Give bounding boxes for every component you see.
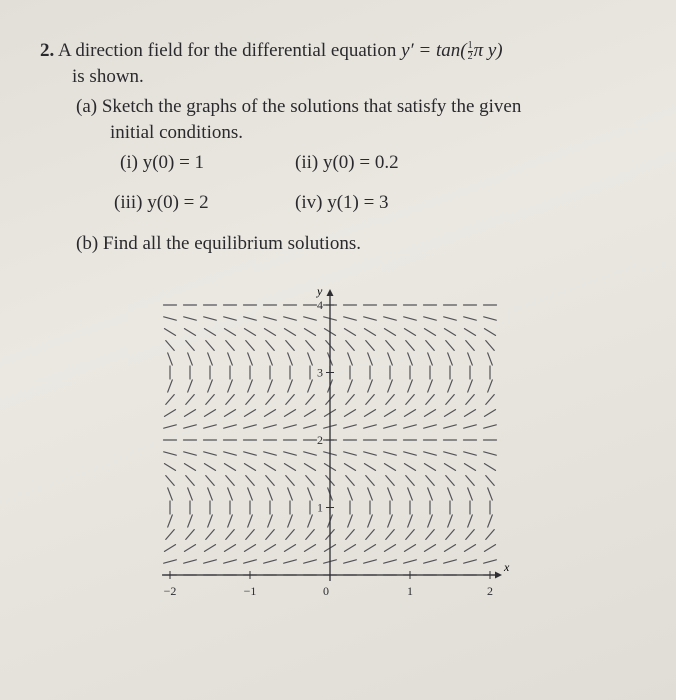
slope-segment <box>424 317 437 320</box>
x-axis-label: x <box>504 560 510 574</box>
slope-segment <box>205 545 216 552</box>
slope-segment <box>405 545 416 552</box>
problem-statement-line1 <box>40 38 503 64</box>
slope-segment <box>305 329 316 336</box>
slope-segment <box>204 452 217 455</box>
slope-segment <box>468 380 473 392</box>
slope-segment <box>466 530 474 540</box>
slope-segment <box>346 395 354 405</box>
slope-segment <box>286 341 294 351</box>
condition-label: (ii) <box>295 152 319 173</box>
slope-segment <box>184 425 197 428</box>
slope-segment <box>224 452 237 455</box>
slope-segment <box>466 341 474 351</box>
slope-segment <box>204 560 217 563</box>
condition-i <box>120 150 204 176</box>
slope-segment <box>345 545 356 552</box>
slope-segment <box>364 425 377 428</box>
part-a-text-line2: initial conditions. <box>110 122 243 143</box>
slope-segment <box>168 488 173 500</box>
direction-field-plot <box>150 285 510 615</box>
slope-segment <box>165 545 176 552</box>
slope-segment <box>366 395 374 405</box>
slope-segment <box>444 452 457 455</box>
fraction-denominator: 2 <box>467 51 473 63</box>
slope-segment <box>486 530 494 540</box>
slope-segment <box>266 341 274 351</box>
slope-segment <box>485 329 496 336</box>
slope-segment <box>228 488 233 500</box>
fraction-numerator: 1 <box>467 40 473 52</box>
slope-segment <box>308 353 313 365</box>
x-tick-label: −1 <box>243 584 257 598</box>
condition-text: y(1) = 3 <box>327 192 389 213</box>
slope-segment <box>388 515 393 527</box>
slope-segment <box>188 515 193 527</box>
slope-segment <box>486 395 494 405</box>
equation-rhs: π y) <box>473 40 503 61</box>
slope-segment <box>426 341 434 351</box>
slope-segment <box>284 317 297 320</box>
slope-segment <box>424 425 437 428</box>
y-tick-label: 2 <box>317 433 323 447</box>
slope-segment <box>224 425 237 428</box>
condition-label: (i) <box>120 152 138 173</box>
slope-segment <box>364 452 377 455</box>
slope-segment <box>305 464 316 471</box>
slope-segment <box>444 560 457 563</box>
slope-segment <box>484 425 497 428</box>
slope-segment <box>228 515 233 527</box>
slope-segment <box>286 476 294 486</box>
x-tick-label: 1 <box>407 584 413 598</box>
x-tick-label: −2 <box>163 584 177 598</box>
slope-segment <box>488 380 493 392</box>
x-tick-label: 0 <box>323 584 329 598</box>
slope-segment <box>464 452 477 455</box>
slope-segment <box>164 425 177 428</box>
slope-segment <box>306 341 314 351</box>
slope-segment <box>166 395 174 405</box>
x-axis-arrow <box>495 572 502 579</box>
slope-segment <box>225 545 236 552</box>
slope-segment <box>185 545 196 552</box>
problem-intro: A direction field for the differential equation <box>57 40 397 61</box>
slope-segment <box>408 488 413 500</box>
slope-segment <box>468 515 473 527</box>
slope-segment <box>365 545 376 552</box>
slope-segment <box>284 452 297 455</box>
slope-segment <box>444 425 457 428</box>
slope-segment <box>265 410 276 417</box>
problem-number: 2. <box>40 40 55 61</box>
slope-segment <box>228 353 233 365</box>
slope-segment <box>408 353 413 365</box>
slope-segment <box>286 530 294 540</box>
slope-segment <box>165 329 176 336</box>
slope-segment <box>345 410 356 417</box>
slope-segment <box>424 560 437 563</box>
slope-segment <box>268 353 273 365</box>
slope-segment <box>206 476 214 486</box>
slope-segment <box>265 464 276 471</box>
slope-segment <box>384 425 397 428</box>
slope-segment <box>488 515 493 527</box>
slope-segment <box>268 380 273 392</box>
part-a <box>76 94 521 120</box>
slope-segment <box>365 329 376 336</box>
slope-segment <box>165 410 176 417</box>
y-tick-label: 4 <box>317 298 323 312</box>
slope-segment <box>188 380 193 392</box>
slope-segment <box>248 488 253 500</box>
slope-segment <box>406 476 414 486</box>
slope-segment <box>385 410 396 417</box>
slope-segment <box>188 488 193 500</box>
slope-segment <box>425 410 436 417</box>
slope-segment <box>304 452 317 455</box>
x-tick-label: 2 <box>487 584 493 598</box>
slope-segment <box>168 380 173 392</box>
slope-segment <box>446 530 454 540</box>
slope-segment <box>245 410 256 417</box>
slope-segment <box>364 317 377 320</box>
slope-segment <box>244 560 257 563</box>
slope-segment <box>344 317 357 320</box>
slope-segment <box>425 545 436 552</box>
equation-fraction <box>468 41 473 62</box>
slope-segment <box>346 341 354 351</box>
slope-segment <box>448 380 453 392</box>
slope-segment <box>426 476 434 486</box>
slope-segment <box>406 341 414 351</box>
slope-segment <box>248 353 253 365</box>
slope-segment <box>284 425 297 428</box>
slope-segment <box>445 329 456 336</box>
slope-segment <box>185 464 196 471</box>
condition-ii <box>295 150 399 176</box>
slope-segment <box>285 545 296 552</box>
slope-segment <box>204 317 217 320</box>
slope-segment <box>248 515 253 527</box>
equation-lhs: y′ = tan( <box>401 40 467 61</box>
slope-segment <box>346 530 354 540</box>
slope-segment <box>226 476 234 486</box>
slope-segment <box>386 476 394 486</box>
slope-segment <box>405 410 416 417</box>
slope-segment <box>225 329 236 336</box>
slope-segment <box>265 545 276 552</box>
slope-segment <box>264 425 277 428</box>
slope-segment <box>246 476 254 486</box>
y-axis-label: y <box>317 285 323 298</box>
slope-segment <box>348 515 353 527</box>
slope-segment <box>306 530 314 540</box>
slope-segment <box>205 410 216 417</box>
slope-segment <box>344 452 357 455</box>
slope-segment <box>488 488 493 500</box>
slope-segment <box>285 329 296 336</box>
slope-segment <box>264 317 277 320</box>
slope-segment <box>486 476 494 486</box>
slope-segment <box>446 341 454 351</box>
slope-segment <box>306 395 314 405</box>
slope-segment <box>186 395 194 405</box>
slope-segment <box>248 380 253 392</box>
slope-segment <box>246 530 254 540</box>
slope-segment <box>166 341 174 351</box>
slope-segment <box>308 380 313 392</box>
part-b <box>76 231 361 257</box>
slope-segment <box>385 329 396 336</box>
slope-segment <box>288 515 293 527</box>
y-tick-label: 3 <box>317 365 323 380</box>
slope-segment <box>384 317 397 320</box>
slope-segment <box>186 476 194 486</box>
slope-segment <box>206 530 214 540</box>
slope-segment <box>446 395 454 405</box>
slope-segment <box>368 380 373 392</box>
slope-segment <box>268 488 273 500</box>
slope-segment <box>408 380 413 392</box>
slope-segment <box>448 515 453 527</box>
slope-segment <box>306 476 314 486</box>
slope-segment <box>428 380 433 392</box>
slope-segment <box>348 488 353 500</box>
slope-segment <box>268 515 273 527</box>
slope-segment <box>405 464 416 471</box>
slope-segment <box>304 317 317 320</box>
slope-segment <box>484 317 497 320</box>
slope-segment <box>348 380 353 392</box>
slope-segment <box>428 515 433 527</box>
slope-segment <box>345 329 356 336</box>
slope-segment <box>164 452 177 455</box>
slope-segment <box>448 353 453 365</box>
slope-segment <box>266 395 274 405</box>
slope-segment <box>226 530 234 540</box>
slope-segment <box>304 560 317 563</box>
slope-segment <box>244 317 257 320</box>
slope-segment <box>206 395 214 405</box>
slope-segment <box>205 464 216 471</box>
slope-segment <box>468 488 473 500</box>
slope-segment <box>368 515 373 527</box>
slope-segment <box>245 545 256 552</box>
slope-segment <box>264 560 277 563</box>
slope-segment <box>465 545 476 552</box>
slope-segment <box>445 410 456 417</box>
slope-segment <box>445 545 456 552</box>
slope-segment <box>386 395 394 405</box>
equation <box>401 40 503 61</box>
slope-segment <box>304 425 317 428</box>
slope-segment <box>244 452 257 455</box>
slope-segment <box>164 560 177 563</box>
slope-segment <box>428 353 433 365</box>
slope-segment <box>388 488 393 500</box>
slope-segment <box>308 515 313 527</box>
slope-segment <box>204 425 217 428</box>
slope-segment <box>284 560 297 563</box>
slope-segment <box>164 317 177 320</box>
slope-segment <box>266 476 274 486</box>
slope-segment <box>205 329 216 336</box>
slope-segment <box>285 464 296 471</box>
slope-segment <box>404 317 417 320</box>
slope-segment <box>228 380 233 392</box>
slope-segment <box>244 425 257 428</box>
slope-segment <box>286 395 294 405</box>
slope-segment <box>465 329 476 336</box>
slope-segment <box>464 560 477 563</box>
slope-segment <box>288 488 293 500</box>
slope-segment <box>208 515 213 527</box>
slope-segment <box>305 545 316 552</box>
slope-segment <box>208 380 213 392</box>
slope-segment <box>344 425 357 428</box>
slope-segment <box>446 476 454 486</box>
slope-segment <box>406 395 414 405</box>
slope-segment <box>486 341 494 351</box>
slope-segment <box>426 395 434 405</box>
slope-segment <box>186 530 194 540</box>
problem-statement-line2: is shown. <box>72 66 144 87</box>
slope-segment <box>245 329 256 336</box>
slope-segment <box>208 488 213 500</box>
part-b-text: Find all the equilibrium solutions. <box>102 233 361 254</box>
slope-segment <box>464 425 477 428</box>
slope-segment <box>185 329 196 336</box>
slope-segment <box>364 560 377 563</box>
slope-segment <box>485 464 496 471</box>
slope-segment <box>384 452 397 455</box>
slope-segment <box>224 317 237 320</box>
y-tick-label: 1 <box>317 500 323 515</box>
slope-segment <box>426 530 434 540</box>
slope-segment <box>385 545 396 552</box>
y-axis-arrow <box>327 289 334 296</box>
slope-segment <box>464 317 477 320</box>
slope-segment <box>184 452 197 455</box>
slope-segment <box>468 353 473 365</box>
slope-segment <box>444 317 457 320</box>
slope-segment <box>485 410 496 417</box>
slope-segment <box>385 464 396 471</box>
slope-segment <box>386 530 394 540</box>
slope-segment <box>166 530 174 540</box>
slope-segment <box>388 380 393 392</box>
slope-segment <box>246 395 254 405</box>
slope-segment <box>225 464 236 471</box>
slope-segment <box>168 515 173 527</box>
condition-iii <box>114 190 209 216</box>
slope-segment <box>386 341 394 351</box>
slope-segment <box>404 560 417 563</box>
slope-segment <box>305 410 316 417</box>
condition-label: (iii) <box>114 192 143 213</box>
slope-segment <box>366 476 374 486</box>
condition-label: (iv) <box>295 192 323 213</box>
slope-segment <box>488 353 493 365</box>
part-b-label: (b) <box>76 233 99 254</box>
slope-segment <box>188 353 193 365</box>
slope-segment <box>365 410 376 417</box>
slope-segment <box>368 488 373 500</box>
slope-segment <box>166 476 174 486</box>
slope-segment <box>226 341 234 351</box>
slope-segment <box>388 353 393 365</box>
slope-segment <box>465 410 476 417</box>
slope-segment <box>366 530 374 540</box>
slope-segment <box>226 395 234 405</box>
slope-segment <box>465 464 476 471</box>
part-a-text-line1: Sketch the graphs of the solutions that satisfy the given <box>101 96 522 117</box>
condition-text: y(0) = 1 <box>142 152 205 173</box>
slope-segment <box>246 341 254 351</box>
slope-segment <box>224 560 237 563</box>
slope-segment <box>245 464 256 471</box>
slope-segment <box>265 329 276 336</box>
slope-segment <box>288 353 293 365</box>
slope-segment <box>448 488 453 500</box>
slope-segment <box>186 341 194 351</box>
slope-segment <box>168 353 173 365</box>
slope-segment <box>428 488 433 500</box>
slope-segment <box>425 329 436 336</box>
slope-segment <box>308 488 313 500</box>
slope-segment <box>466 476 474 486</box>
slope-segment <box>165 464 176 471</box>
slope-segment <box>266 530 274 540</box>
slope-segment <box>206 341 214 351</box>
slope-segment <box>264 452 277 455</box>
slope-segment <box>404 452 417 455</box>
slope-segment <box>184 317 197 320</box>
slope-segment <box>404 425 417 428</box>
slope-segment <box>485 545 496 552</box>
slope-segment <box>225 410 236 417</box>
slope-segment <box>365 464 376 471</box>
slope-segment <box>408 515 413 527</box>
slope-segment <box>285 410 296 417</box>
slope-segment <box>288 380 293 392</box>
condition-text: y(0) = 0.2 <box>322 152 399 173</box>
part-a-label: (a) <box>76 96 98 117</box>
slope-segment <box>406 530 414 540</box>
slope-segment <box>466 395 474 405</box>
slope-segment <box>348 353 353 365</box>
slope-segment <box>484 560 497 563</box>
slope-segment <box>185 410 196 417</box>
slope-segment <box>445 464 456 471</box>
slope-segment <box>345 464 356 471</box>
slope-segment <box>384 560 397 563</box>
slope-segment <box>208 353 213 365</box>
slope-segment <box>484 452 497 455</box>
slope-segment <box>424 452 437 455</box>
slope-segment <box>368 353 373 365</box>
slope-segment <box>366 341 374 351</box>
condition-text: y(0) = 2 <box>147 192 209 213</box>
condition-iv <box>295 190 389 216</box>
slope-segment <box>405 329 416 336</box>
slope-segment <box>346 476 354 486</box>
slope-segment <box>184 560 197 563</box>
slope-segment <box>344 560 357 563</box>
slope-segment <box>425 464 436 471</box>
